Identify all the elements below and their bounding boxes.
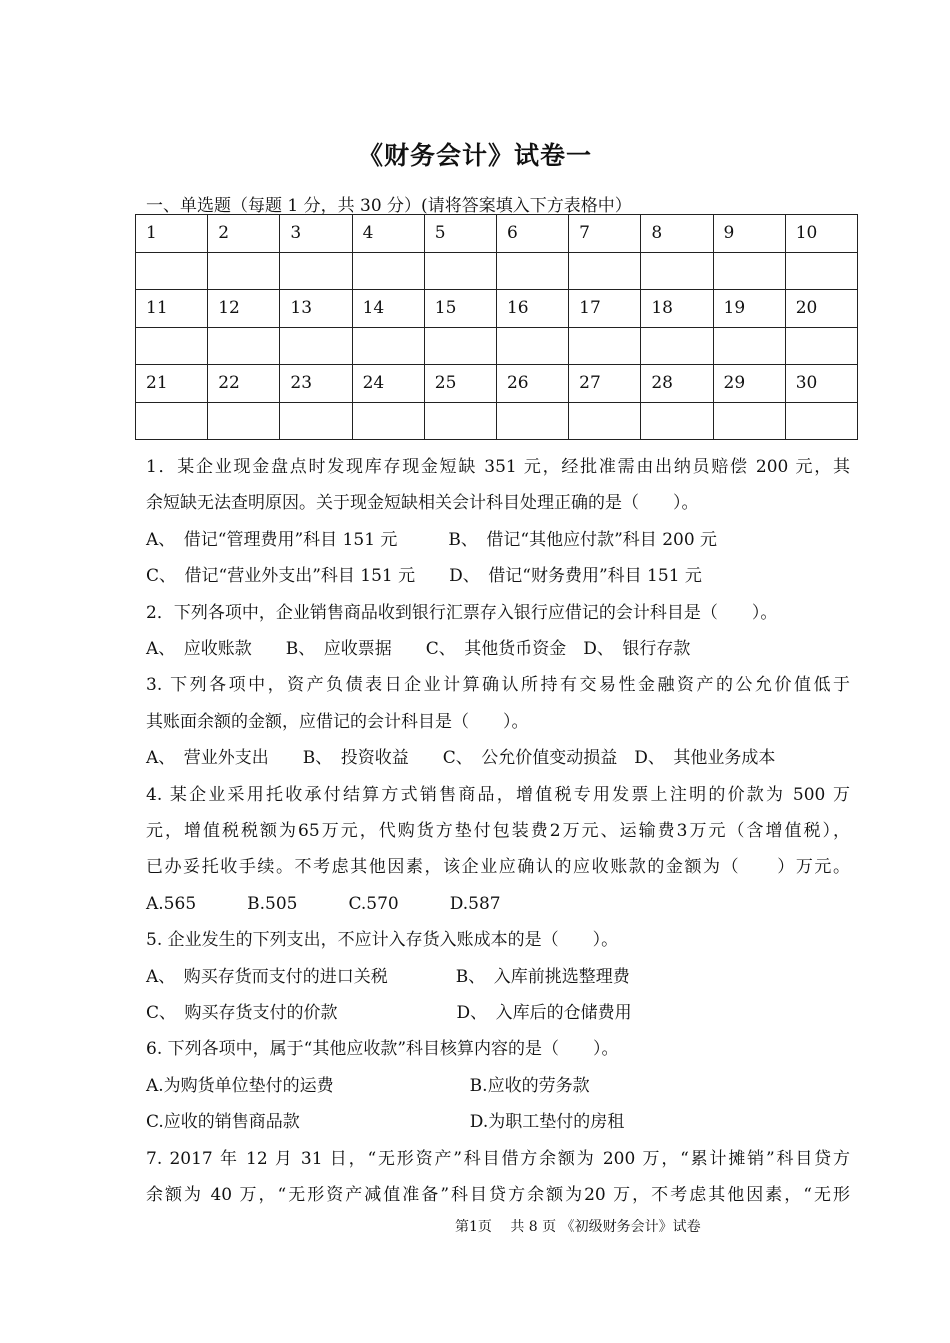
question-number-cell: 2 <box>208 215 280 253</box>
text-line: 其账面余额的金额，应借记的会计科目是（ ）。 <box>146 711 529 732</box>
text-line: A、 借记“管理费用”科目 151 元 B、 借记“其他应付款”科目 200 元 <box>146 529 718 550</box>
answer-cell[interactable] <box>280 327 352 365</box>
answer-cell[interactable] <box>352 252 424 290</box>
question-number-cell: 5 <box>424 215 496 253</box>
question-number-cell: 16 <box>496 290 568 328</box>
answer-cell[interactable] <box>208 402 280 440</box>
answer-cell[interactable] <box>713 402 785 440</box>
answer-cell[interactable] <box>569 402 641 440</box>
text-line: A、 营业外支出 B、 投资收益 C、 公允价值变动损益 D、 其他业务成本 <box>146 748 776 769</box>
table-row-numbers <box>136 215 858 253</box>
text-line: 余短缺无法查明原因。关于现金短缺相关会计科目处理正确的是（ ）。 <box>146 493 699 514</box>
text-line: 1．某企业现金盘点时发现库存现金短缺 351 元，经批准需由出纳员赔偿 200 元，其 <box>146 457 850 477</box>
page-title: 《财务会计》试卷一 <box>357 141 592 170</box>
question-number-cell: 7 <box>569 215 641 253</box>
text-line: A、 应收账款 B、 应收票据 C、 其他货币资金 D、 银行存款 <box>146 639 691 659</box>
answer-cell[interactable] <box>785 252 857 290</box>
answer-cell[interactable] <box>713 327 785 365</box>
answer-cell[interactable] <box>569 252 641 290</box>
question-number-cell: 18 <box>641 290 713 328</box>
answer-cell[interactable] <box>136 402 208 440</box>
table-row-answers <box>136 252 858 290</box>
question-number-cell: 14 <box>352 290 424 328</box>
text-line: 4. 某企业采用托收承付结算方式销售商品，增值税专用发票上注明的价款为 500 万 <box>146 784 850 805</box>
answer-cell[interactable] <box>280 402 352 440</box>
question-number-cell: 1 <box>136 215 208 253</box>
page-footer: 第1页 共 8 页 《初级财务会计》试卷 <box>455 1219 701 1235</box>
question-number-cell: 19 <box>713 290 785 328</box>
question-number-cell: 27 <box>569 365 641 403</box>
answer-cell[interactable] <box>641 327 713 365</box>
question-number-cell: 26 <box>496 365 568 403</box>
text-line: A.为购货单位垫付的运费 B.应收的劳务款 <box>146 1075 590 1096</box>
question-number-cell: 17 <box>569 290 641 328</box>
section-heading: 一、单选题（每题 1 分，共 30 分）(请将答案填入下方表格中） <box>146 196 632 216</box>
question-number-cell: 30 <box>785 365 857 403</box>
answer-cell[interactable] <box>641 402 713 440</box>
text-line: 余额为 40 万，“无形资产减值准备”科目贷方余额为20 万，不考虑其他因素，“无形 <box>146 1185 850 1205</box>
question-number-cell: 11 <box>136 290 208 328</box>
answer-cell[interactable] <box>208 252 280 290</box>
answer-cell[interactable] <box>424 252 496 290</box>
answer-cell[interactable] <box>136 327 208 365</box>
answer-cell[interactable] <box>496 402 568 440</box>
text-line: 5. 企业发生的下列支出，不应计入存货入账成本的是（ ）。 <box>146 930 619 951</box>
table-row-numbers <box>136 365 858 403</box>
question-number-cell: 6 <box>496 215 568 253</box>
text-line: 2．下列各项中，企业销售商品收到银行汇票存入银行应借记的会计科目是（ ）。 <box>146 602 778 623</box>
answer-cell[interactable] <box>496 252 568 290</box>
question-number-cell: 4 <box>352 215 424 253</box>
question-number-cell: 12 <box>208 290 280 328</box>
answer-cell[interactable] <box>785 402 857 440</box>
question-number-cell: 8 <box>641 215 713 253</box>
table-row-answers <box>136 402 858 440</box>
table-row-answers <box>136 327 858 365</box>
question-number-cell: 9 <box>713 215 785 253</box>
answer-cell[interactable] <box>424 327 496 365</box>
answer-cell[interactable] <box>280 252 352 290</box>
question-number-cell: 29 <box>713 365 785 403</box>
text-line: A.565 B.505 C.570 D.587 <box>146 893 501 914</box>
answer-cell[interactable] <box>352 402 424 440</box>
question-number-cell: 20 <box>785 290 857 328</box>
question-number-cell: 23 <box>280 365 352 403</box>
answer-cell[interactable] <box>208 327 280 365</box>
text-line: 7. 2017 年 12 月 31 日，“无形资产”科目借方余额为 200 万，“累计摊销”科目贷方 <box>146 1148 850 1169</box>
table-row-numbers <box>136 290 858 328</box>
answer-cell[interactable] <box>569 327 641 365</box>
text-line: 已办妥托收手续。不考虑其他因素，该企业应确认的应收账款的金额为（ ）万元。 <box>146 857 850 878</box>
question-number-cell: 25 <box>424 365 496 403</box>
answer-cell[interactable] <box>352 327 424 365</box>
answer-cell[interactable] <box>713 252 785 290</box>
question-number-cell: 15 <box>424 290 496 328</box>
question-number-cell: 10 <box>785 215 857 253</box>
text-line: C、 购买存货支付的价款 D、 入库后的仓储费用 <box>146 1003 632 1023</box>
question-number-cell: 21 <box>136 365 208 403</box>
answer-cell[interactable] <box>785 327 857 365</box>
text-line: 3. 下列各项中，资产负债表日企业计算确认所持有交易性金融资产的公允价值低于 <box>146 675 850 696</box>
text-line: 6. 下列各项中，属于“其他应收款”科目核算内容的是（ ）。 <box>146 1039 619 1060</box>
text-line: A、 购买存货而支付的进口关税 B、 入库前挑选整理费 <box>146 966 630 987</box>
answer-cell[interactable] <box>496 327 568 365</box>
answer-cell[interactable] <box>136 252 208 290</box>
answer-table <box>135 214 858 440</box>
question-number-cell: 22 <box>208 365 280 403</box>
text-line: C.应收的销售商品款 D.为职工垫付的房租 <box>146 1112 625 1133</box>
question-number-cell: 3 <box>280 215 352 253</box>
question-number-cell: 28 <box>641 365 713 403</box>
answer-cell[interactable] <box>424 402 496 440</box>
text-line: 元，增值税税额为65万元，代购货方垫付包装费2万元、运输费3万元（含增值税）， <box>146 821 850 841</box>
text-line: C、 借记“营业外支出”科目 151 元 D、 借记“财务费用”科目 151 元 <box>146 566 702 587</box>
answer-cell[interactable] <box>641 252 713 290</box>
question-number-cell: 24 <box>352 365 424 403</box>
question-number-cell: 13 <box>280 290 352 328</box>
